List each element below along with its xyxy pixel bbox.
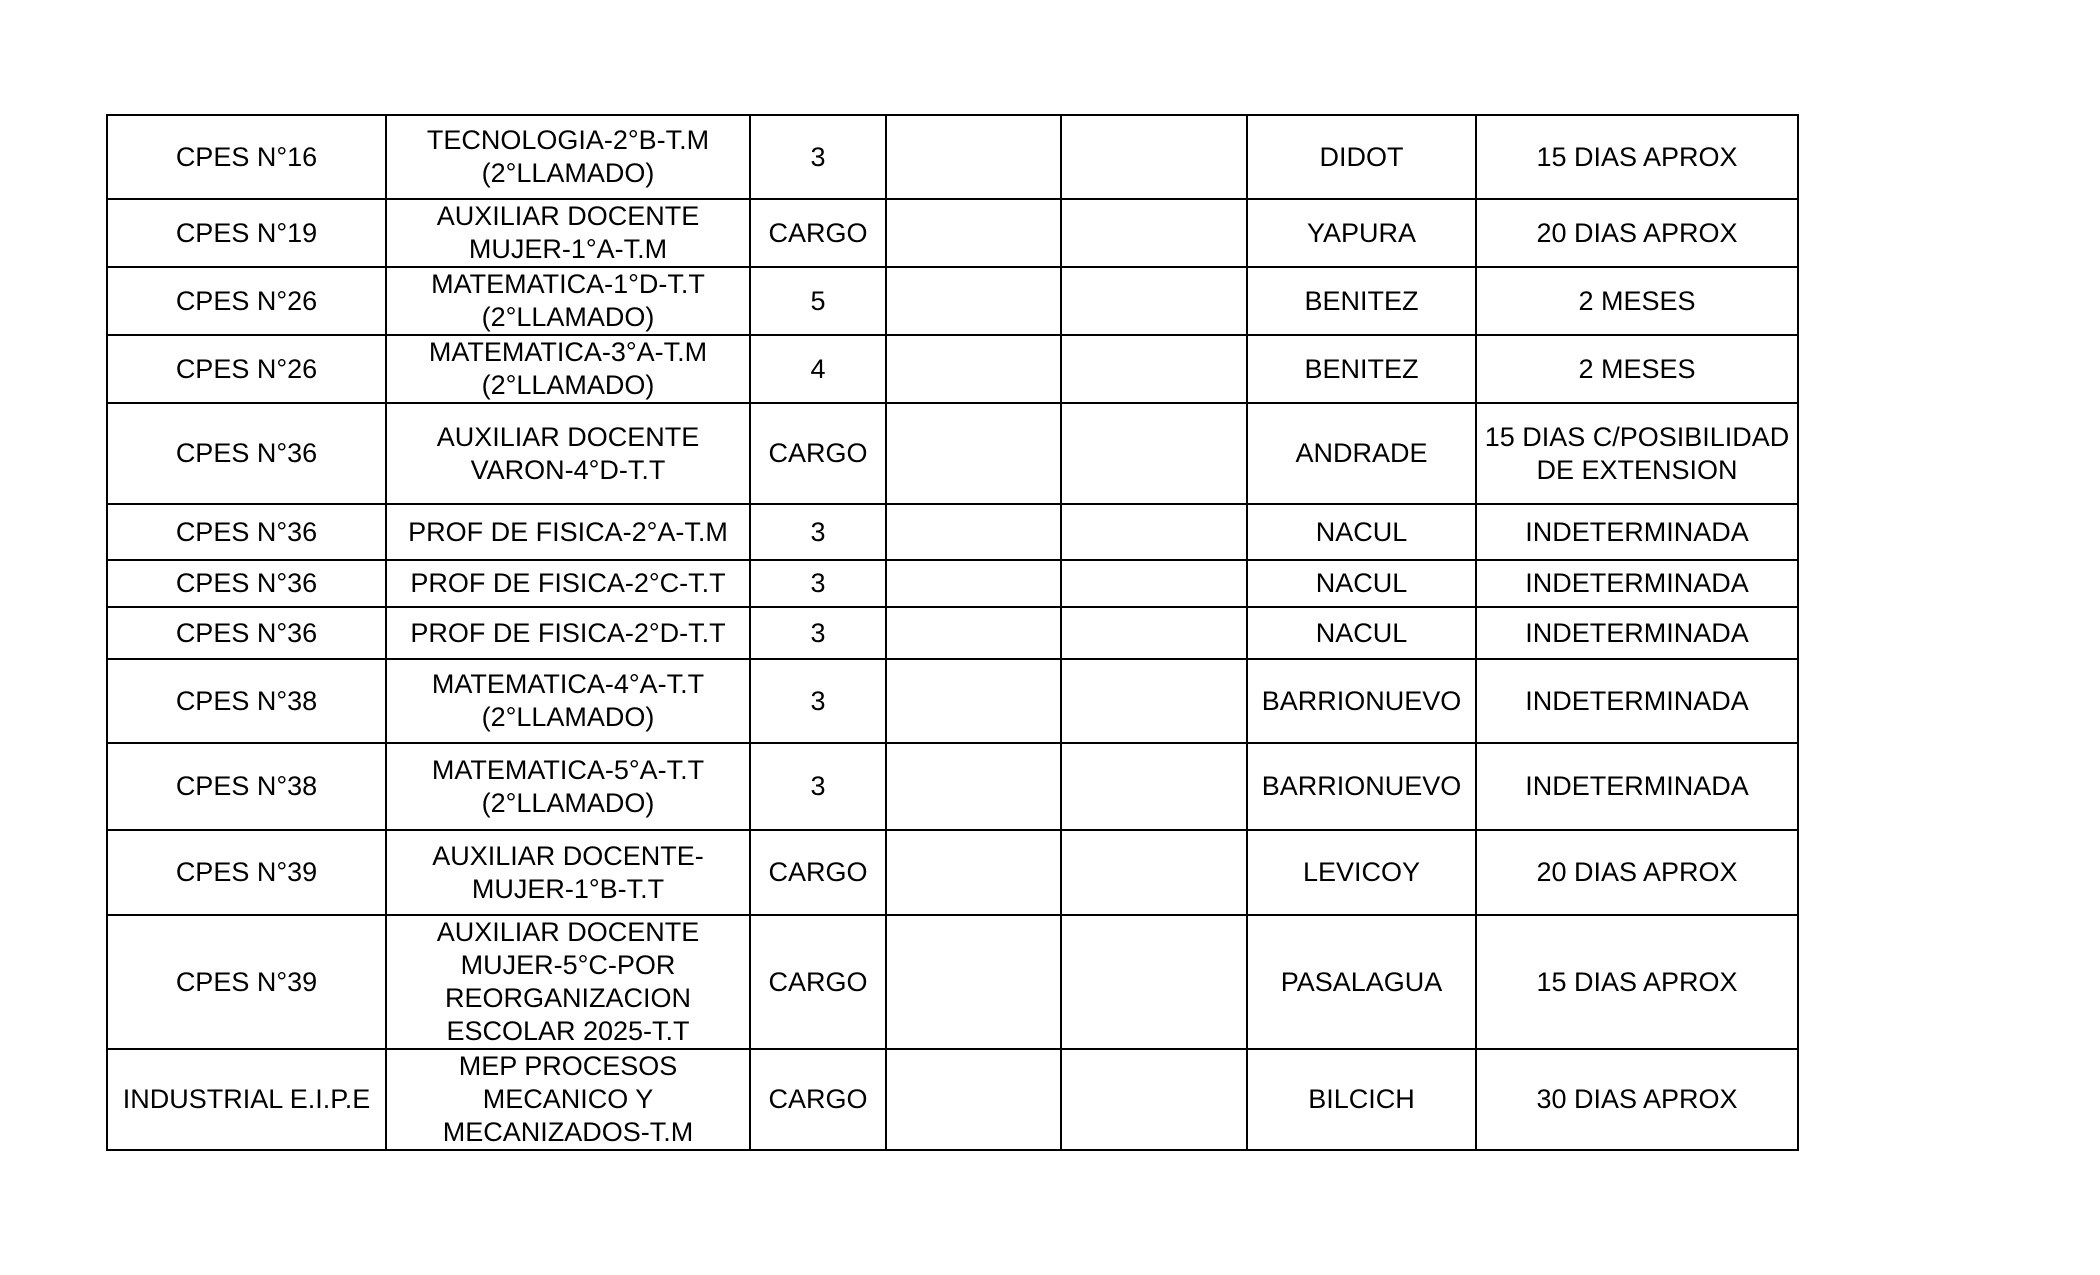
subject-cell: MATEMATICA-1°D-T.T (2°LLAMADO) bbox=[386, 267, 750, 335]
subject-cell: AUXILIAR DOCENTE- MUJER-1°B-T.T bbox=[386, 830, 750, 915]
empty-cell bbox=[886, 659, 1061, 743]
empty-cell bbox=[1061, 607, 1247, 659]
empty-cell bbox=[1061, 560, 1247, 607]
table-row bbox=[107, 115, 1798, 199]
teacher-cell: BARRIONUEVO bbox=[1247, 743, 1476, 830]
school-cell: CPES N°38 bbox=[107, 659, 386, 743]
duration-cell: 15 DIAS C/POSIBILIDAD DE EXTENSION bbox=[1476, 403, 1798, 504]
school-cell: CPES N°36 bbox=[107, 607, 386, 659]
duration-cell: INDETERMINADA bbox=[1476, 743, 1798, 830]
subject-cell: MEP PROCESOS MECANICO Y MECANIZADOS-T.M bbox=[386, 1049, 750, 1150]
hours-cell: 3 bbox=[750, 560, 886, 607]
table-body bbox=[107, 115, 1798, 1150]
empty-cell bbox=[1061, 743, 1247, 830]
hours-cell: CARGO bbox=[750, 403, 886, 504]
table-row bbox=[107, 335, 1798, 403]
hours-cell: 4 bbox=[750, 335, 886, 403]
duration-cell: INDETERMINADA bbox=[1476, 607, 1798, 659]
table-row bbox=[107, 659, 1798, 743]
empty-cell bbox=[886, 830, 1061, 915]
teacher-cell: BENITEZ bbox=[1247, 335, 1476, 403]
table-row bbox=[107, 830, 1798, 915]
document-sheet bbox=[106, 114, 1799, 1151]
school-cell: CPES N°39 bbox=[107, 830, 386, 915]
subject-cell: MATEMATICA-5°A-T.T (2°LLAMADO) bbox=[386, 743, 750, 830]
teacher-cell: DIDOT bbox=[1247, 115, 1476, 199]
school-cell: CPES N°39 bbox=[107, 915, 386, 1049]
subject-cell: PROF DE FISICA-2°D-T.T bbox=[386, 607, 750, 659]
teacher-cell: NACUL bbox=[1247, 607, 1476, 659]
empty-cell bbox=[1061, 199, 1247, 267]
duration-cell: 2 MESES bbox=[1476, 335, 1798, 403]
teacher-cell: NACUL bbox=[1247, 560, 1476, 607]
duration-cell: 2 MESES bbox=[1476, 267, 1798, 335]
empty-cell bbox=[886, 915, 1061, 1049]
empty-cell bbox=[1061, 403, 1247, 504]
subject-cell: AUXILIAR DOCENTE MUJER-5°C-POR REORGANIZACION ESCOLAR 2025-T.T bbox=[386, 915, 750, 1049]
subject-cell: AUXILIAR DOCENTE MUJER-1°A-T.M bbox=[386, 199, 750, 267]
school-cell: CPES N°16 bbox=[107, 115, 386, 199]
school-cell: CPES N°36 bbox=[107, 403, 386, 504]
table-row bbox=[107, 1049, 1798, 1150]
table-row bbox=[107, 560, 1798, 607]
empty-cell bbox=[886, 504, 1061, 560]
empty-cell bbox=[1061, 267, 1247, 335]
duration-cell: 20 DIAS APROX bbox=[1476, 830, 1798, 915]
teacher-cell: BENITEZ bbox=[1247, 267, 1476, 335]
school-cell: CPES N°26 bbox=[107, 267, 386, 335]
table-row bbox=[107, 504, 1798, 560]
empty-cell bbox=[1061, 335, 1247, 403]
duration-cell: INDETERMINADA bbox=[1476, 504, 1798, 560]
duration-cell: INDETERMINADA bbox=[1476, 560, 1798, 607]
empty-cell bbox=[886, 403, 1061, 504]
subject-cell: AUXILIAR DOCENTE VARON-4°D-T.T bbox=[386, 403, 750, 504]
duration-cell: 15 DIAS APROX bbox=[1476, 915, 1798, 1049]
duration-cell: INDETERMINADA bbox=[1476, 659, 1798, 743]
teacher-cell: LEVICOY bbox=[1247, 830, 1476, 915]
school-cell: CPES N°19 bbox=[107, 199, 386, 267]
duration-cell: 15 DIAS APROX bbox=[1476, 115, 1798, 199]
school-cell: CPES N°26 bbox=[107, 335, 386, 403]
teacher-cell: YAPURA bbox=[1247, 199, 1476, 267]
table-row bbox=[107, 403, 1798, 504]
empty-cell bbox=[886, 560, 1061, 607]
empty-cell bbox=[1061, 915, 1247, 1049]
duration-cell: 20 DIAS APROX bbox=[1476, 199, 1798, 267]
empty-cell bbox=[886, 607, 1061, 659]
school-cell: CPES N°36 bbox=[107, 560, 386, 607]
hours-cell: CARGO bbox=[750, 199, 886, 267]
teacher-cell: ANDRADE bbox=[1247, 403, 1476, 504]
school-cell: INDUSTRIAL E.I.P.E bbox=[107, 1049, 386, 1150]
empty-cell bbox=[886, 199, 1061, 267]
table-row bbox=[107, 267, 1798, 335]
teacher-cell: BARRIONUEVO bbox=[1247, 659, 1476, 743]
empty-cell bbox=[1061, 1049, 1247, 1150]
hours-cell: 3 bbox=[750, 504, 886, 560]
table-row bbox=[107, 915, 1798, 1049]
empty-cell bbox=[1061, 504, 1247, 560]
subject-cell: TECNOLOGIA-2°B-T.M (2°LLAMADO) bbox=[386, 115, 750, 199]
hours-cell: CARGO bbox=[750, 915, 886, 1049]
subject-cell: MATEMATICA-3°A-T.M (2°LLAMADO) bbox=[386, 335, 750, 403]
empty-cell bbox=[886, 267, 1061, 335]
vacancy-table bbox=[106, 114, 1799, 1151]
teacher-cell: BILCICH bbox=[1247, 1049, 1476, 1150]
subject-cell: PROF DE FISICA-2°C-T.T bbox=[386, 560, 750, 607]
empty-cell bbox=[1061, 115, 1247, 199]
empty-cell bbox=[1061, 659, 1247, 743]
empty-cell bbox=[886, 115, 1061, 199]
hours-cell: CARGO bbox=[750, 1049, 886, 1150]
teacher-cell: NACUL bbox=[1247, 504, 1476, 560]
teacher-cell: PASALAGUA bbox=[1247, 915, 1476, 1049]
school-cell: CPES N°36 bbox=[107, 504, 386, 560]
empty-cell bbox=[1061, 830, 1247, 915]
school-cell: CPES N°38 bbox=[107, 743, 386, 830]
hours-cell: CARGO bbox=[750, 830, 886, 915]
empty-cell bbox=[886, 335, 1061, 403]
hours-cell: 3 bbox=[750, 607, 886, 659]
hours-cell: 3 bbox=[750, 659, 886, 743]
table-row bbox=[107, 199, 1798, 267]
subject-cell: MATEMATICA-4°A-T.T (2°LLAMADO) bbox=[386, 659, 750, 743]
hours-cell: 3 bbox=[750, 115, 886, 199]
table-row bbox=[107, 607, 1798, 659]
hours-cell: 3 bbox=[750, 743, 886, 830]
empty-cell bbox=[886, 743, 1061, 830]
hours-cell: 5 bbox=[750, 267, 886, 335]
duration-cell: 30 DIAS APROX bbox=[1476, 1049, 1798, 1150]
table-row bbox=[107, 743, 1798, 830]
empty-cell bbox=[886, 1049, 1061, 1150]
subject-cell: PROF DE FISICA-2°A-T.M bbox=[386, 504, 750, 560]
